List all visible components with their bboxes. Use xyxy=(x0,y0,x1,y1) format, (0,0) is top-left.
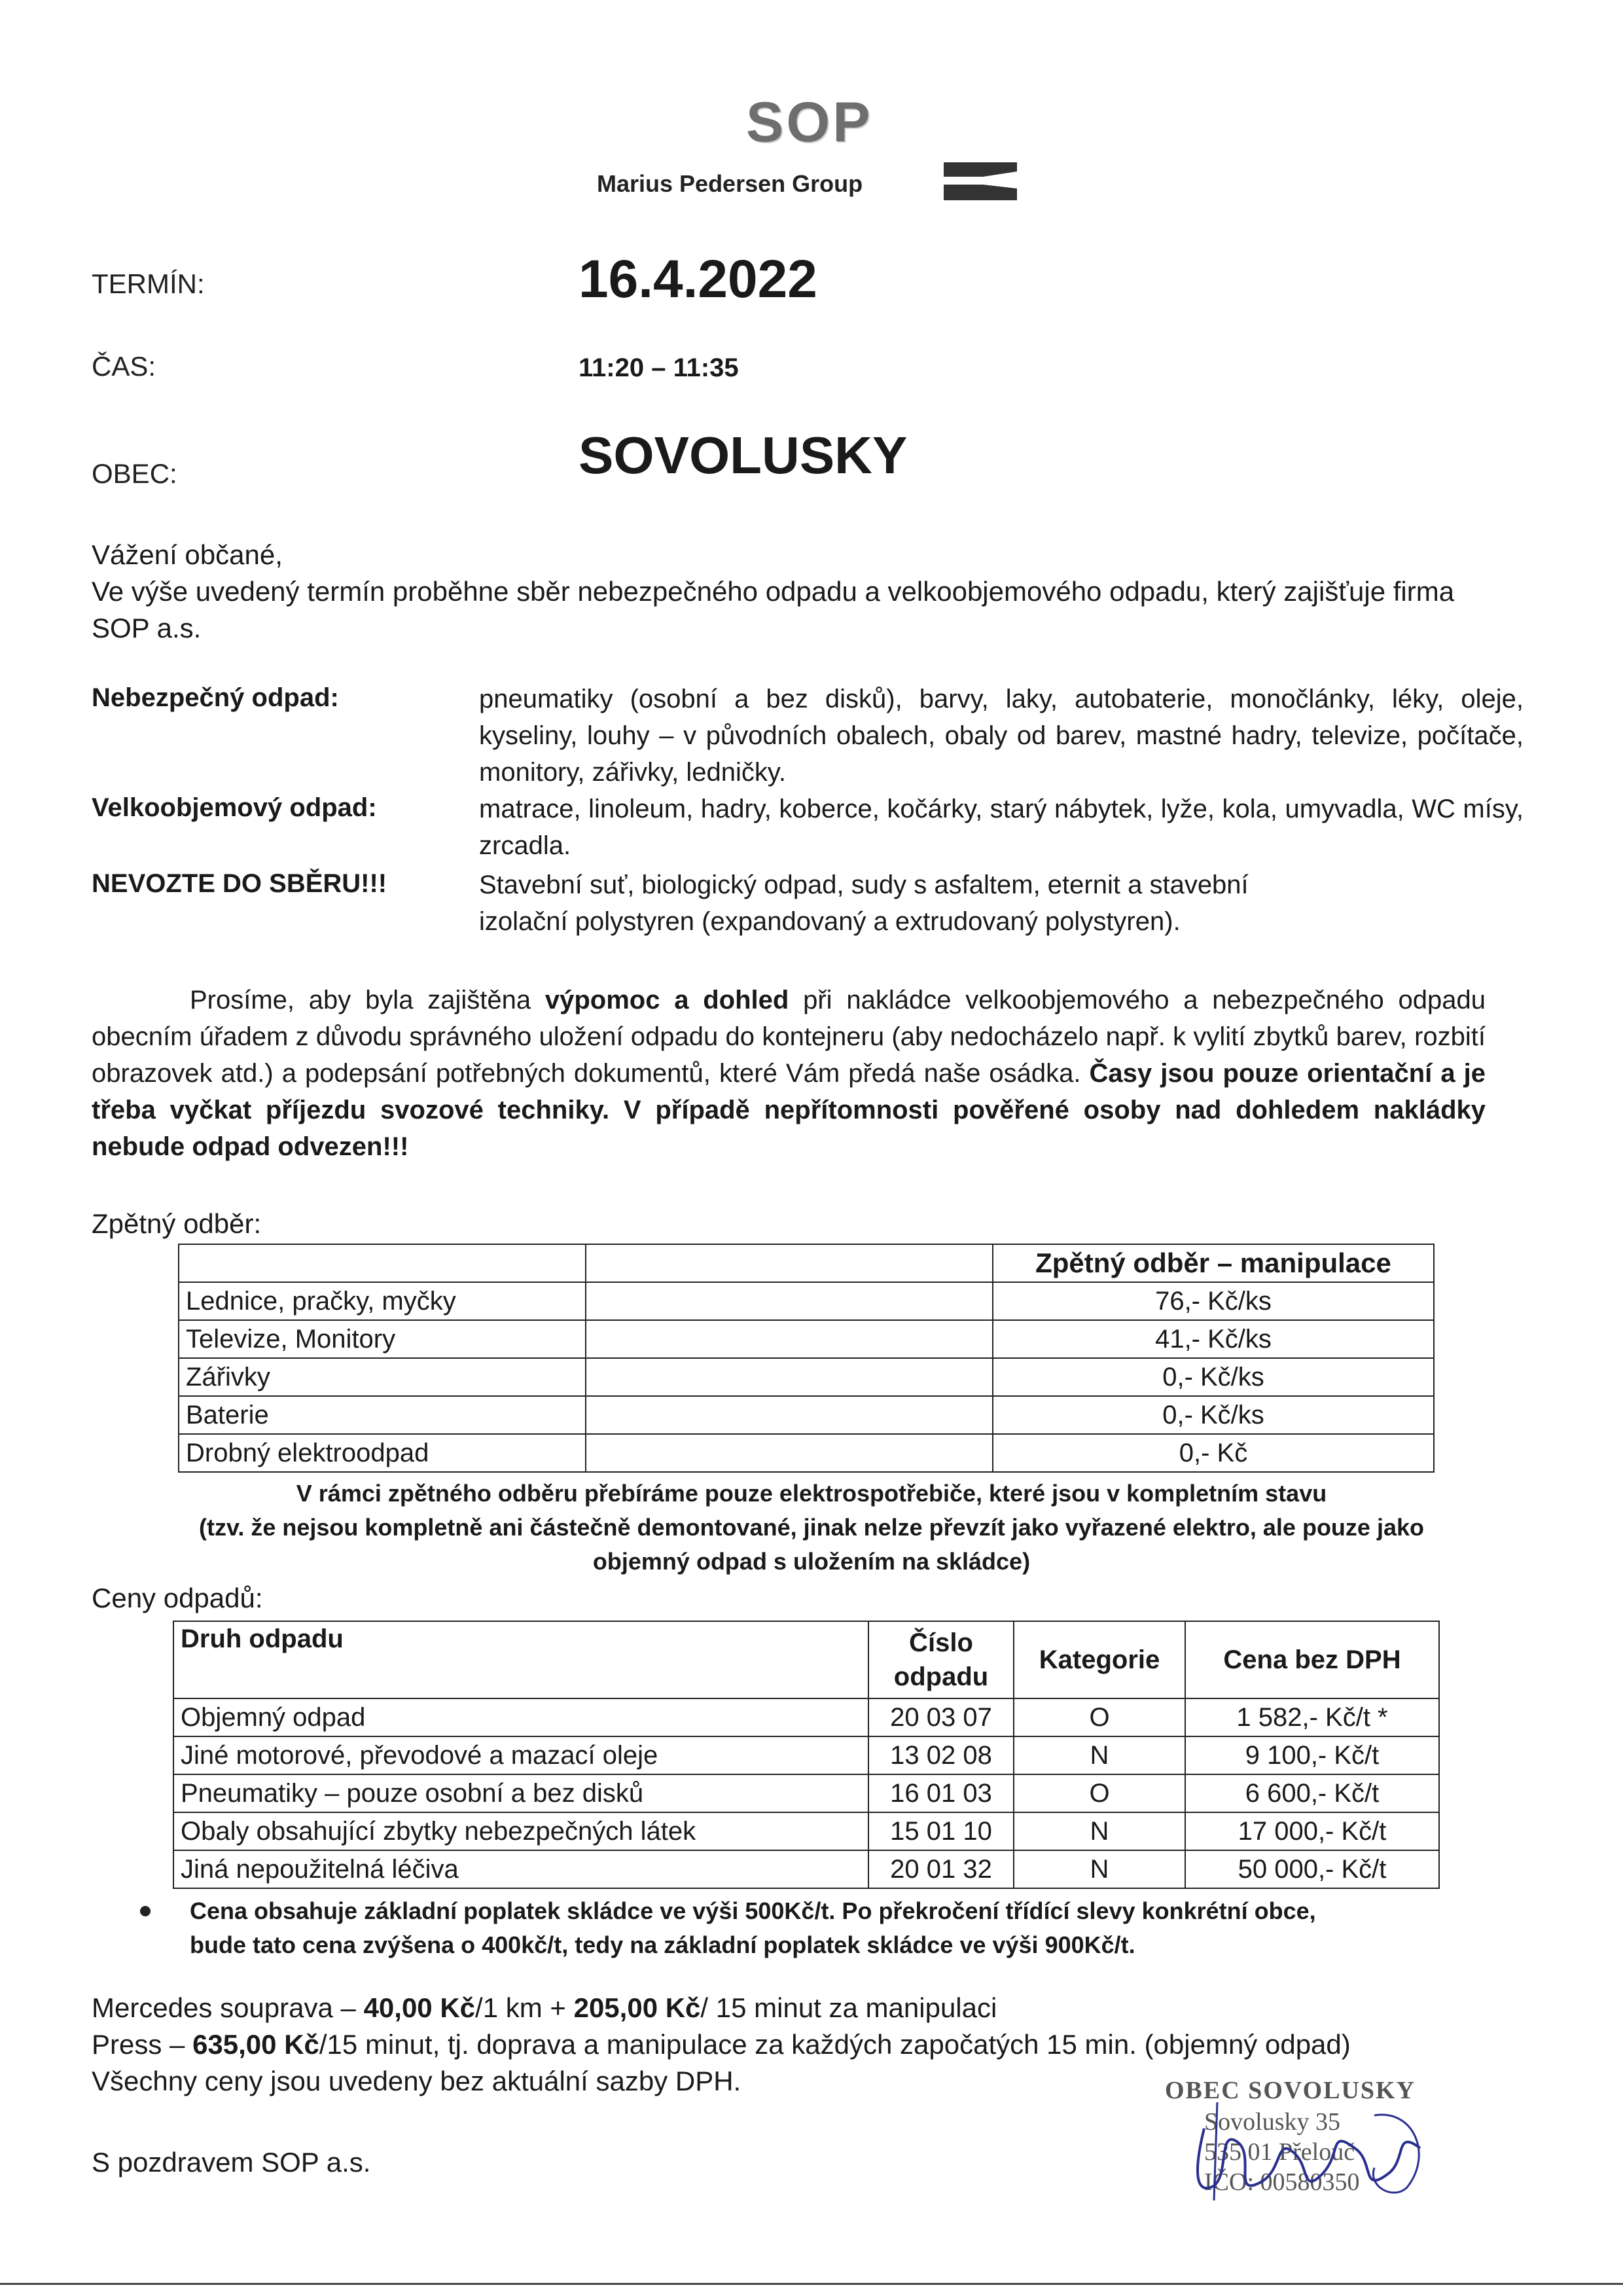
takeback-item: Baterie xyxy=(179,1396,586,1434)
municipal-stamp xyxy=(1165,2076,1440,2207)
header-number: Číslo odpadu xyxy=(868,1621,1014,1698)
time-label: ČAS: xyxy=(92,351,156,382)
table-row xyxy=(179,1358,1434,1396)
takeback-title: Zpětný odběr: xyxy=(92,1208,262,1239)
transport-text: Mercedes souprava – xyxy=(92,1992,364,2023)
transport-rate: 205,00 Kč xyxy=(573,1992,701,2023)
transport-line-2 xyxy=(92,2026,1486,2063)
waste-category: O xyxy=(1014,1698,1185,1736)
waste-type: Pneumatiky – pouze osobní a bez disků xyxy=(173,1774,868,1812)
waste-number: 15 01 10 xyxy=(868,1812,1014,1850)
takeback-table xyxy=(178,1244,1435,1473)
takeback-note-2: (tzv. že nejsou kompletně ani částečně demontované, jinak nelze převzít jako vyřazené elektro, ale pouze jako xyxy=(199,1514,1424,1541)
stamp-line-4: IČO: 00580350 xyxy=(1204,2168,1360,2196)
waste-type: Objemný odpad xyxy=(173,1698,868,1736)
waste-type: Jiná nepoužitelná léčiva xyxy=(173,1850,868,1888)
table-row xyxy=(179,1244,1434,1282)
waste-number: 16 01 03 xyxy=(868,1774,1014,1812)
time-value: 11:20 – 11:35 xyxy=(579,353,739,382)
takeback-price: 41,- Kč/ks xyxy=(993,1320,1434,1358)
takeback-item: Zářivky xyxy=(179,1358,586,1396)
request-paragraph xyxy=(92,982,1486,1165)
waste-number: 13 02 08 xyxy=(868,1736,1014,1774)
bullet-icon xyxy=(140,1906,151,1916)
prices-title: Ceny odpadů: xyxy=(92,1583,263,1613)
price-footnote-2: bude tato cena zvýšena o 400kč/t, tedy na základní poplatek skládce ve výši 900Kč/t. xyxy=(190,1931,1135,1958)
prices-table xyxy=(173,1621,1440,1889)
transport-text: /15 minut, tj. doprava a manipulace za každých započatých 15 min. (objemný odpad) xyxy=(319,2029,1351,2060)
transport-text: /1 km + xyxy=(475,1992,574,2023)
waste-number: 20 01 32 xyxy=(868,1850,1014,1888)
header-type: Druh odpadu xyxy=(173,1621,868,1698)
hazardous-waste-label: Nebezpečný odpad: xyxy=(92,683,339,712)
takeback-price: 0,- Kč/ks xyxy=(993,1396,1434,1434)
waste-category: O xyxy=(1014,1774,1185,1812)
takeback-price: 0,- Kč xyxy=(993,1434,1434,1472)
bulky-waste-text: matrace, linoleum, hadry, koberce, kočárky, starý nábytek, lyže, kola, umyvadla, WC mísy, zrcadla. xyxy=(479,795,1524,860)
transport-text: / 15 minut za manipulaci xyxy=(700,1992,997,2023)
table-row xyxy=(173,1736,1439,1774)
table-row xyxy=(173,1621,1439,1698)
stamp-line-1: OBEC SOVOLUSKY xyxy=(1165,2077,1416,2104)
takeback-item: Televize, Monitory xyxy=(179,1320,586,1358)
greeting: Vážení občané, xyxy=(92,539,283,570)
hazardous-waste-text: pneumatiky (osobní a bez disků), barvy, laky, autobaterie, monočlánky, léky, oleje, kyseliny, louhy – v původních obalech, obaly od barev, mastné hadry, televize, počítače, monitory, zářivky, ledničky. xyxy=(479,685,1524,787)
table-row xyxy=(173,1698,1439,1736)
waste-type: Jiné motorové, převodové a mazací oleje xyxy=(173,1736,868,1774)
request-bold-2: Časy jsou pouze orientační a je třeba vyčkat příjezdu svozové techniky. V případě nepřítomnosti pověřené osoby nad dohledem nakládky nebude odpad odvezen!!! xyxy=(92,1059,1486,1161)
takeback-item: Drobný elektroodpad xyxy=(179,1434,586,1472)
waste-price: 1 582,- Kč/t * xyxy=(1185,1698,1439,1736)
waste-number: 20 03 07 xyxy=(868,1698,1014,1736)
signature-icon xyxy=(1178,2089,1440,2214)
stamp-line-2: Sovolusky 35 xyxy=(1204,2108,1340,2136)
header-price: Cena bez DPH xyxy=(1185,1621,1439,1698)
do-not-bring-label: NEVOZTE DO SBĚRU!!! xyxy=(92,869,387,898)
term-value: 16.4.2022 xyxy=(579,249,817,309)
town-label: OBEC: xyxy=(92,458,177,489)
waste-price: 9 100,- Kč/t xyxy=(1185,1736,1439,1774)
bulky-waste-label: Velkoobjemový odpad: xyxy=(92,793,377,822)
transport-rate: 635,00 Kč xyxy=(192,2029,319,2060)
term-label: TERMÍN: xyxy=(92,268,205,299)
table-row xyxy=(173,1850,1439,1888)
waste-price: 17 000,- Kč/t xyxy=(1185,1812,1439,1850)
request-text-1: Prosíme, aby byla zajištěna xyxy=(190,986,545,1014)
table-row xyxy=(179,1434,1434,1472)
closing: S pozdravem SOP a.s. xyxy=(92,2147,371,2178)
waste-price: 6 600,- Kč/t xyxy=(1185,1774,1439,1812)
table-row xyxy=(179,1320,1434,1358)
waste-price: 50 000,- Kč/t xyxy=(1185,1850,1439,1888)
table-row xyxy=(173,1774,1439,1812)
do-not-bring-text: Stavební suť, biologický odpad, sudy s asfaltem, eternit a stavební izolační polystyren (expandovaný a extrudovaný polystyren). xyxy=(479,870,1249,936)
takeback-price: 0,- Kč/ks xyxy=(993,1358,1434,1396)
request-bold-1: výpomoc a dohled xyxy=(544,986,789,1014)
transport-rate: 40,00 Kč xyxy=(363,1992,476,2023)
town-value: SOVOLUSKY xyxy=(579,426,908,484)
stamp-line-3: 535 01 Přelouč xyxy=(1204,2138,1355,2166)
takeback-note-1: V rámci zpětného odběru přebíráme pouze elektrospotřebiče, které jsou v kompletním stavu xyxy=(296,1480,1327,1507)
intro-text: Ve výše uvedený termín proběhne sběr nebezpečného odpadu a velkoobjemového odpadu, který zajišťuje firma SOP a.s. xyxy=(92,576,1455,643)
marius-pedersen-logo-icon xyxy=(944,162,1017,200)
table-row xyxy=(179,1282,1434,1320)
group-name: Marius Pedersen Group xyxy=(597,170,863,197)
waste-category: N xyxy=(1014,1850,1185,1888)
takeback-header: Zpětný odběr – manipulace xyxy=(993,1244,1434,1282)
waste-category: N xyxy=(1014,1812,1185,1850)
table-row xyxy=(179,1396,1434,1434)
price-footnote-1: Cena obsahuje základní poplatek skládce ve výši 500Kč/t. Po překročení třídící slevy konkrétní obce, xyxy=(190,1897,1316,1924)
transport-line-3: Všechny ceny jsou uvedeny bez aktuální sazby DPH. xyxy=(92,2066,741,2096)
waste-type: Obaly obsahující zbytky nebezpečných látek xyxy=(173,1812,868,1850)
transport-line-1 xyxy=(92,1990,1486,2026)
waste-category: N xyxy=(1014,1736,1185,1774)
transport-text: Press – xyxy=(92,2029,193,2060)
bottom-rule xyxy=(0,2283,1623,2285)
takeback-item: Lednice, pračky, myčky xyxy=(179,1282,586,1320)
sop-logo: SOP xyxy=(746,91,873,154)
takeback-note-3: objemný odpad s uložením na skládce) xyxy=(592,1548,1031,1575)
table-row xyxy=(173,1812,1439,1850)
takeback-price: 76,- Kč/ks xyxy=(993,1282,1434,1320)
header-category: Kategorie xyxy=(1014,1621,1185,1698)
request-text-2: při nakládce velkoobjemového a nebezpečného odpadu obecním úřadem z důvodu správného uložení odpadu do kontejneru (aby nedocházelo např. k vylití zbytků barev, rozbití obrazovek atd.) a podepsání potřebných dokumentů, které Vám předá naše osádka. xyxy=(92,986,1486,1088)
